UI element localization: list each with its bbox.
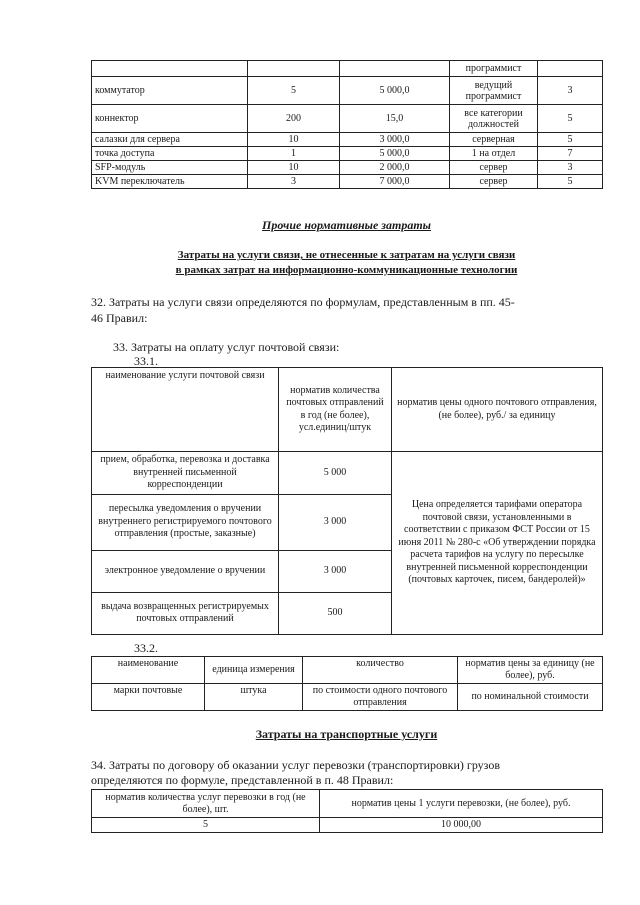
equipment-qty: 5 bbox=[248, 77, 340, 105]
equipment-qty: 10 bbox=[248, 161, 340, 175]
service-name: выдача возвращенных регистрируемых почтовых отправлений bbox=[92, 592, 279, 634]
table-row bbox=[92, 77, 603, 105]
table-header-row bbox=[92, 368, 603, 452]
transport-table bbox=[91, 789, 603, 833]
equipment-price: 5 000,0 bbox=[340, 147, 450, 161]
role-cell: программист bbox=[450, 61, 538, 77]
subsection-title-line2: в рамках затрат на информационно-коммуникационные технологии bbox=[175, 264, 518, 276]
table-row bbox=[92, 452, 603, 495]
equipment-life: 3 bbox=[538, 77, 603, 105]
table-row bbox=[92, 161, 603, 175]
equipment-role: серверная bbox=[450, 133, 538, 147]
header-price: норматив цены одного почтового отправления, (не более), руб./ за единицу bbox=[392, 368, 603, 452]
table-row bbox=[92, 175, 603, 189]
transport-price: 10 000,00 bbox=[320, 818, 603, 833]
subsection-title-line1: Затраты на услуги связи, не отнесенные к затратам на услуги связи bbox=[177, 249, 516, 261]
equipment-role: сервер bbox=[450, 161, 538, 175]
table-row bbox=[92, 684, 603, 711]
equipment-life: 7 bbox=[538, 147, 603, 161]
header-unit: единица измерения bbox=[205, 657, 303, 684]
stamp-price: по номинальной стоимости bbox=[458, 684, 603, 711]
service-name: прием, обработка, перевозка и доставка внутренней письменной корреспонденции bbox=[92, 452, 279, 495]
subsection-33-2: 33.2. bbox=[134, 641, 158, 655]
equipment-role: сервер bbox=[450, 175, 538, 189]
table-row bbox=[92, 61, 603, 77]
service-quantity: 3 000 bbox=[279, 494, 392, 550]
header-quantity: норматив количества почтовых отправлений в год (не более), усл.единиц/штук bbox=[279, 368, 392, 452]
header-transport-price: норматив цены 1 услуги перевозки, (не более), руб. bbox=[320, 790, 603, 818]
header-price: норматив цены за единицу (не более), руб. bbox=[458, 657, 603, 684]
header-service-name: наименование услуги почтовой связи bbox=[92, 368, 279, 452]
service-quantity: 5 000 bbox=[279, 452, 392, 495]
equipment-qty: 3 bbox=[248, 175, 340, 189]
equipment-name: SFP-модуль bbox=[92, 161, 248, 175]
equipment-price: 5 000,0 bbox=[340, 77, 450, 105]
equipment-table bbox=[91, 60, 603, 189]
equipment-role: 1 на отдел bbox=[450, 147, 538, 161]
service-quantity: 3 000 bbox=[279, 550, 392, 592]
stamp-unit: штука bbox=[205, 684, 303, 711]
equipment-role: ведущий программист bbox=[450, 77, 538, 105]
equipment-name: коннектор bbox=[92, 105, 248, 133]
paragraph-34-line2: определяются по формуле, представленной в п. 48 Правил: bbox=[91, 773, 394, 787]
table-header-row bbox=[92, 790, 603, 818]
paragraph-32-line2: 46 Правил: bbox=[91, 311, 148, 325]
price-note: Цена определяется тарифами оператора почтовой связи, установленными в соответствии с приказом ФСТ России от 15 июня 2011 № 280-с «Об утверждении порядка расчета тарифов на услугу по пересылке внутренней письменной корреспонденции (почтовых карточек, писем, бандеролей)» bbox=[392, 452, 603, 635]
equipment-name: салазки для сервера bbox=[92, 133, 248, 147]
transport-title: Затраты на транспортные услуги bbox=[255, 727, 438, 741]
equipment-life: 5 bbox=[538, 105, 603, 133]
equipment-name: точка доступа bbox=[92, 147, 248, 161]
equipment-qty: 200 bbox=[248, 105, 340, 133]
equipment-life: 5 bbox=[538, 175, 603, 189]
header-name: наименование bbox=[92, 657, 205, 684]
equipment-price: 15,0 bbox=[340, 105, 450, 133]
service-name: электронное уведомление о вручении bbox=[92, 550, 279, 592]
equipment-role: все категории должностей bbox=[450, 105, 538, 133]
table-row bbox=[92, 105, 603, 133]
table-row bbox=[92, 818, 603, 833]
subsection-33-1: 33.1. bbox=[134, 354, 158, 368]
equipment-price: 3 000,0 bbox=[340, 133, 450, 147]
transport-qty: 5 bbox=[92, 818, 320, 833]
stamp-quantity: по стоимости одного почтового отправления bbox=[303, 684, 458, 711]
service-name: пересылка уведомления о вручении внутреннего регистрируемого почтового отправления (простые, заказные) bbox=[92, 494, 279, 550]
equipment-name: коммутатор bbox=[92, 77, 248, 105]
table-row bbox=[92, 147, 603, 161]
equipment-life: 3 bbox=[538, 161, 603, 175]
section-title: Прочие нормативные затраты bbox=[262, 218, 431, 232]
stamp-name: марки почтовые bbox=[92, 684, 205, 711]
header-transport-qty: норматив количества услуг перевозки в год (не более), шт. bbox=[92, 790, 320, 818]
equipment-life: 5 bbox=[538, 133, 603, 147]
paragraph-33: 33. Затраты на оплату услуг почтовой связи: bbox=[113, 340, 340, 354]
equipment-price: 7 000,0 bbox=[340, 175, 450, 189]
paragraph-32-line1: 32. Затраты на услуги связи определяются по формулам, представленным в пп. 45- bbox=[91, 295, 515, 309]
service-quantity: 500 bbox=[279, 592, 392, 634]
table-header-row bbox=[92, 657, 603, 684]
postage-stamps-table bbox=[91, 656, 603, 711]
equipment-name: KVM переключатель bbox=[92, 175, 248, 189]
equipment-qty: 10 bbox=[248, 133, 340, 147]
header-quantity: количество bbox=[303, 657, 458, 684]
equipment-price: 2 000,0 bbox=[340, 161, 450, 175]
postal-services-table bbox=[91, 367, 603, 635]
paragraph-34-line1: 34. Затраты по договору об оказании услуг перевозки (транспортировки) грузов bbox=[91, 758, 501, 772]
table-row bbox=[92, 133, 603, 147]
equipment-qty: 1 bbox=[248, 147, 340, 161]
